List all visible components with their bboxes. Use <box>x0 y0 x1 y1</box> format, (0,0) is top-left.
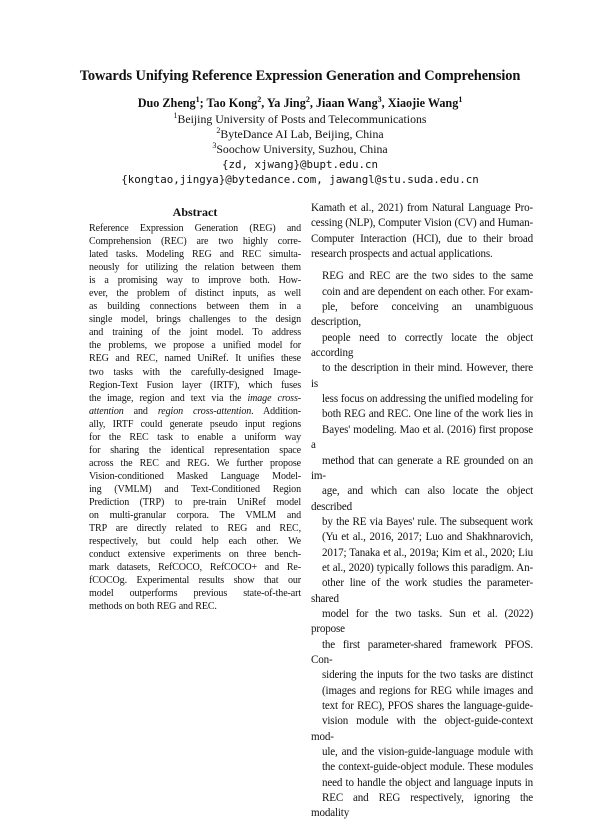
body-line: et al., 2020) typically follows this paradigm. An- <box>322 561 533 574</box>
body-line: method that can generate a RE grounded on an im- <box>311 454 533 482</box>
body-line: (Yu et al., 2016, 2017; Luo and Shakhnarovich, <box>322 531 533 544</box>
body-line: less focus on addressing the unified modeling for <box>322 393 533 406</box>
abstract-line: and training of the joint model. To address <box>89 327 301 339</box>
abstract-line: ing (VMLM) and Text-Conditioned Region <box>89 483 301 495</box>
abstract-line: REG and REC, named UniRef. It unifies these <box>89 353 301 365</box>
abstract-line: for sharing the identical representation space <box>89 444 301 456</box>
abstract-line: Comprehension (REC) are two highly corre- <box>89 236 301 248</box>
abstract-body <box>89 222 301 613</box>
body-line: the context-guide-object module. These modules <box>322 761 533 774</box>
body-line: REC and REG respectively, ignoring the modality <box>311 792 533 820</box>
abstract-line: Reference Expression Generation (REG) and <box>89 223 301 234</box>
abstract-line: two tasks with the carefully-designed Image- <box>89 366 301 378</box>
body-line: vision module with the object-guide-context mod- <box>311 715 533 743</box>
body-line: sidering the inputs for the two tasks are distinct <box>322 669 533 682</box>
affiliation: $^1$Beijing University of Posts and Telecommunications <box>173 111 427 126</box>
body-line: age, and which can also locate the object described <box>311 485 533 513</box>
body-line: research prospects and actual applications. <box>311 248 493 261</box>
author: Ya Jing$^2$ <box>266 95 310 110</box>
abstract-line: the image, region and text via the image cross- <box>89 392 301 404</box>
abstract-line: methods on both REG and REC. <box>89 601 217 613</box>
author: Tao Kong$^2$ <box>206 95 262 110</box>
affiliation: $^2$ByteDance AI Lab, Beijing, China <box>216 126 384 141</box>
body-line: ule, and the vision-guide-language module with <box>322 746 533 759</box>
author-email: {kongtao,jingya}@bytedance.com, jawangl@stu.suda.edu.cn <box>121 173 479 186</box>
abstract-line: ally, IRTF could generate pseudo input regions <box>89 418 301 430</box>
abstract-line: conduct extensive experiments on three bench- <box>89 549 301 561</box>
body-line: Kamath et al., 2021) from Natural Language Pro- <box>311 202 533 214</box>
author-list: Duo Zheng$^1$; Tao Kong$^2$, Ya Jing$^2$, Jiaan Wang$^3$, Xiaojie Wang$^1$ <box>137 95 463 110</box>
abstract-line: single model, brings challenges to the design <box>89 314 301 326</box>
body-line: other line of the work studies the parameter-shared <box>311 577 533 605</box>
body-line: people need to correctly locate the object according <box>311 331 533 360</box>
abstract-line: attention and region cross-attention. Addition- <box>89 405 301 417</box>
abstract-line: Prediction (TRP) to pre-train UniRef model <box>89 496 301 508</box>
body-line: text for REC), PFOS shares the language-guide- <box>322 700 533 712</box>
abstract-line: ever, the problem of distinct inputs, as well <box>89 288 301 300</box>
abstract-line: respectively, but could help each other. We <box>89 536 301 548</box>
body-line: ple, before conceiving an unambiguous description, <box>311 301 533 329</box>
body-line: Bayes' modeling. Mao et al. (2016) first propose a <box>311 423 533 452</box>
body-line: (images and regions for REG while images and <box>322 684 533 697</box>
abstract-line: across the REC and REG. We further propose <box>89 457 301 469</box>
body-line: model for the two tasks. Sun et al. (2022) propose <box>311 607 533 636</box>
body-line: REG and REC are the two sides to the same <box>322 270 533 283</box>
abstract-heading: Abstract <box>172 205 218 219</box>
intro-column <box>311 201 533 822</box>
abstract-line: Region-Text Fusion layer (IRTF), which fuses <box>89 379 301 391</box>
abstract-line: is a promising way to improve both. How- <box>89 275 301 287</box>
author: Duo Zheng$^1$ <box>137 95 200 110</box>
body-line: coin and are dependent on each other. For exam- <box>322 285 533 298</box>
abstract-line: on multi-granular corpora. The VMLM and <box>89 510 301 522</box>
abstract-line: lated tasks. Modeling REG and REC simulta- <box>89 249 301 261</box>
body-line: to the description in their mind. However, there is <box>311 362 533 390</box>
abstract-line: as building connections between them in a <box>89 301 301 313</box>
body-line: 2017; Tanaka et al., 2019a; Kim et al., 2020; Liu <box>322 546 533 559</box>
author: Jiaan Wang$^3$ <box>315 95 382 110</box>
intro-paragraph <box>311 201 533 262</box>
abstract-line: fCOCOg. Experimental results show that our <box>89 575 301 587</box>
abstract-line: TRP are directly related to REG and REC, <box>89 523 301 535</box>
abstract-line: for the REC task to enable a uniform way <box>89 431 301 443</box>
intro-paragraph <box>311 269 533 821</box>
body-line: Computer Interaction (HCI), due to their broad <box>311 232 533 245</box>
body-line: the first parameter-shared framework PFOS. Con- <box>311 638 533 666</box>
author-email: {zd, xjwang}@bupt.edu.cn <box>221 158 378 171</box>
author: Xiaojie Wang$^1$ <box>387 95 463 110</box>
abstract-line: the problems, we propose a unified model for <box>89 340 301 352</box>
abstract-line: model outperforms previous state-of-the-art <box>89 588 301 600</box>
body-line: need to handle the object and language inputs in <box>322 776 533 789</box>
abstract-line: mark datasets, RefCOCO, RefCOCO+ and Re- <box>89 562 301 574</box>
body-line: by the RE via Bayes' rule. The subsequent work <box>322 515 533 528</box>
body-line: both REG and REC. One line of the work lies in <box>322 408 533 421</box>
abstract-line: Vision-conditioned Masked Language Model- <box>89 470 301 482</box>
paper-title: Towards Unifying Reference Expression Generation and Comprehension <box>79 68 521 84</box>
body-line: cessing (NLP), Computer Vision (CV) and Human- <box>311 217 533 230</box>
abstract-line: neously for utilizing the relation between them <box>89 262 301 274</box>
affiliation: $^3$Soochow University, Suzhou, China <box>212 141 388 156</box>
